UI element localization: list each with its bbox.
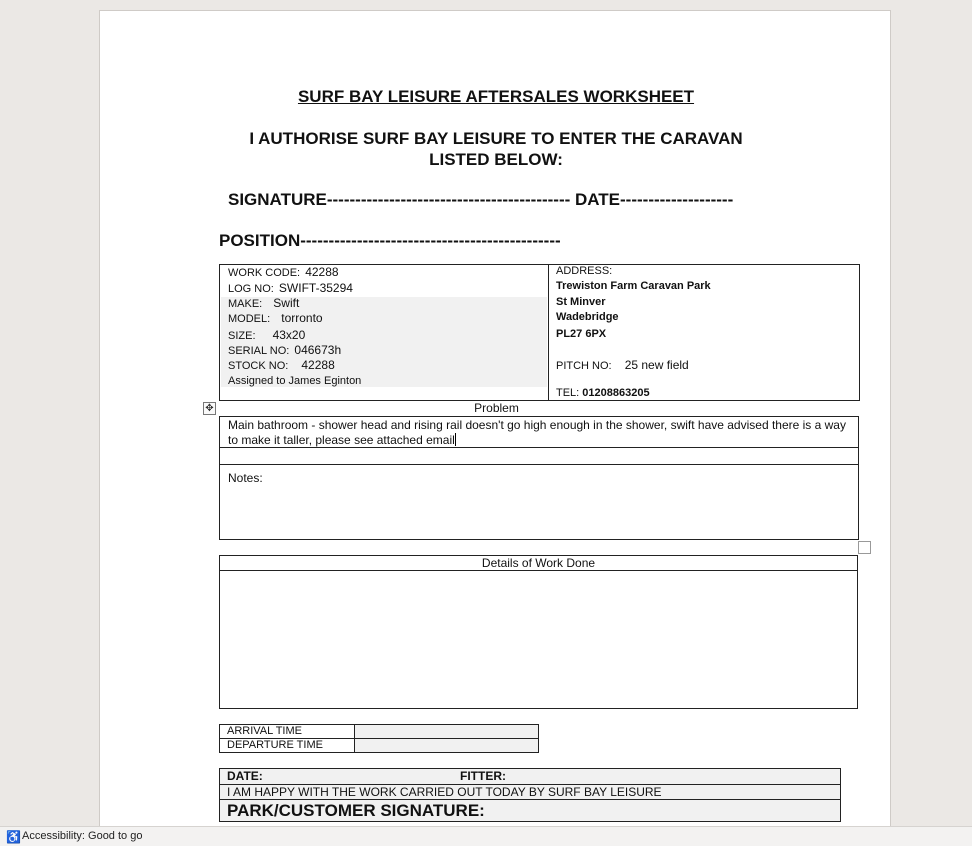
accessibility-status[interactable]: Accessibility: Good to go	[22, 830, 143, 842]
make-value[interactable]: Swift	[273, 296, 300, 310]
pitch-value[interactable]: 25 new field	[624, 358, 689, 372]
address-label: ADDRESS:	[556, 265, 613, 277]
stock-value[interactable]: 42288	[301, 358, 335, 372]
model-label: MODEL:	[228, 313, 271, 325]
position-line: POSITION----------------------------------------------	[219, 231, 561, 250]
customer-signature-label: PARK/CUSTOMER SIGNATURE:	[227, 801, 485, 820]
text-cursor	[455, 433, 456, 446]
log-no-row	[228, 281, 353, 295]
work-code-value[interactable]: 42288	[305, 265, 339, 279]
row-divider	[220, 799, 840, 800]
tel-label: TEL:	[556, 387, 580, 399]
problem-text[interactable]: Main bathroom - shower head and rising rail doesn't go high enough in the shower, swift have advised there is a way to make it taller, please see attached email	[228, 418, 846, 447]
stock-label: STOCK NO:	[228, 360, 289, 372]
problem-table	[219, 416, 859, 540]
arrival-time-label: ARRIVAL TIME	[227, 725, 302, 737]
row-divider	[220, 447, 858, 448]
serial-label: SERIAL NO:	[228, 345, 290, 357]
size-value[interactable]: 43x20	[272, 328, 306, 342]
address-line-1[interactable]: Trewiston Farm Caravan Park	[556, 280, 711, 292]
pitch-row	[556, 358, 689, 372]
serial-row	[228, 343, 341, 357]
assigned-to[interactable]: Assigned to James Eginton	[228, 375, 362, 387]
signoff-table	[219, 768, 841, 822]
document-page[interactable]	[99, 10, 891, 840]
tel-row	[556, 387, 650, 399]
departure-time-label: DEPARTURE TIME	[227, 739, 323, 751]
happy-statement: I AM HAPPY WITH THE WORK CARRIED OUT TODAY BY SURF BAY LEISURE	[227, 785, 662, 799]
work-code-label: WORK CODE:	[228, 267, 301, 279]
table-move-handle-icon[interactable]: ✥	[203, 402, 216, 415]
problem-description[interactable]	[228, 418, 850, 448]
fitter-label: FITTER:	[460, 769, 506, 783]
log-no-value[interactable]: SWIFT-35294	[278, 281, 353, 295]
table-resize-handle[interactable]	[858, 541, 871, 554]
problem-heading: Problem	[474, 401, 519, 415]
column-divider	[548, 265, 549, 400]
pitch-label: PITCH NO:	[556, 360, 612, 372]
size-label: SIZE:	[228, 330, 256, 342]
size-row	[228, 328, 305, 342]
stock-row	[228, 358, 335, 372]
tel-value[interactable]: 01208863205	[582, 387, 650, 399]
signature-date-line: SIGNATURE------------------------------------------- DATE--------------------	[228, 190, 734, 209]
address-line-3[interactable]: Wadebridge	[556, 311, 619, 323]
date-label: DATE:	[227, 769, 263, 783]
row-divider	[220, 464, 858, 465]
notes-label: Notes:	[228, 471, 263, 485]
accessibility-icon[interactable]: ♿	[6, 830, 21, 844]
worksheet-title: SURF BAY LEISURE AFTERSALES WORKSHEET	[297, 87, 695, 106]
model-value[interactable]: torronto	[281, 311, 323, 325]
departure-time-field[interactable]	[355, 739, 538, 752]
make-row	[228, 296, 299, 310]
log-no-label: LOG NO:	[228, 283, 274, 295]
address-line-2[interactable]: St Minver	[556, 296, 606, 308]
make-label: MAKE:	[228, 298, 263, 310]
authorisation-line-1: I AUTHORISE SURF BAY LEISURE TO ENTER THE CARAVAN	[249, 129, 743, 148]
status-bar	[0, 826, 972, 846]
authorisation-statement	[210, 128, 782, 170]
authorisation-line-2: LISTED BELOW:	[429, 150, 563, 169]
work-done-table[interactable]	[219, 555, 858, 709]
work-done-heading: Details of Work Done	[220, 556, 857, 571]
arrival-time-field[interactable]	[355, 725, 538, 738]
time-table	[219, 724, 539, 753]
address-postcode[interactable]: PL27 6PX	[556, 328, 607, 340]
serial-value[interactable]: 046673h	[294, 343, 342, 357]
caravan-details-table	[219, 264, 860, 401]
model-row	[228, 311, 323, 325]
work-code-row	[228, 265, 339, 279]
